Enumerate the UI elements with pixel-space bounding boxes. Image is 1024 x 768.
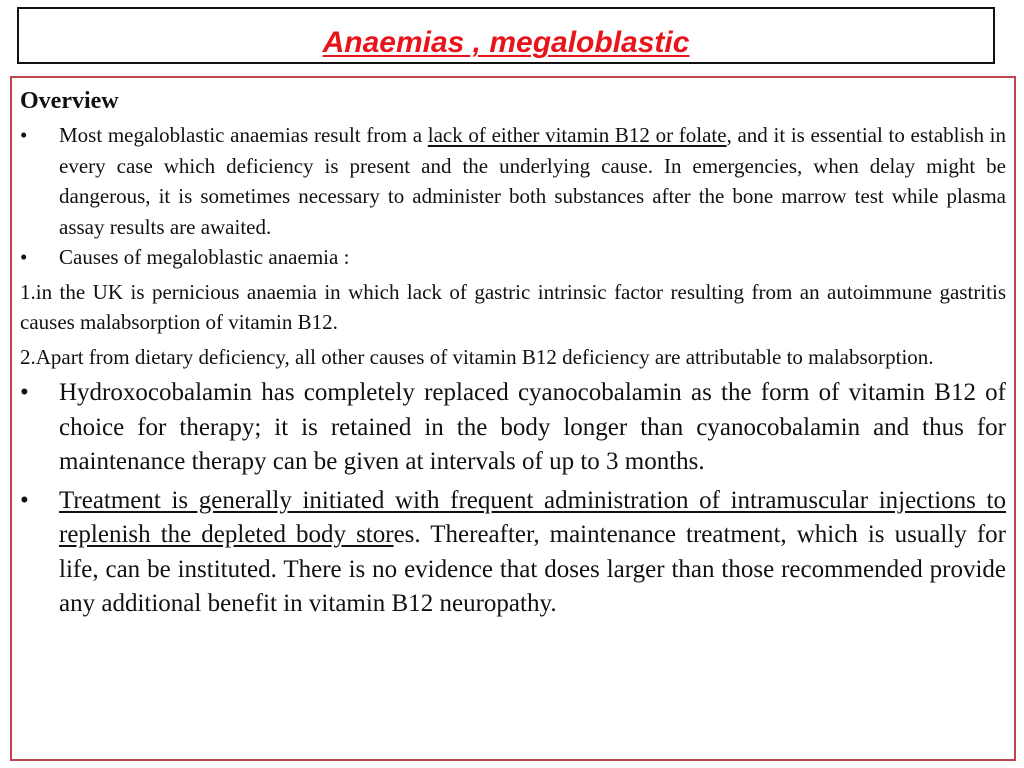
bullet-treatment — [20, 484, 1006, 622]
content-box — [10, 76, 1016, 761]
bullet-treatment-text-end: es. Thereafter, maintenance treatment, which is usually for life, can be instituted. There is no evidence that doses larger than those recommended provide any additional benefit in vitamin B12 neuropathy. — [59, 521, 1006, 617]
bullet-dot: • — [20, 486, 29, 514]
bullet-causes — [20, 242, 1006, 273]
bullet-deficiency-underlined: lack of either vitamin B12 or folate — [427, 123, 727, 147]
bullet-deficiency-text-end: , and it is essential to establish in every case which deficiency is present and the underlying cause. In emergencies, when delay might be dangerous, it is sometimes necessary to administer both substances after the bone marrow test while plasma assay results are awaited. — [59, 123, 1006, 239]
bullet-causes-text: Causes of megaloblastic anaemia : — [59, 245, 350, 269]
overview-heading: Overview — [20, 88, 119, 114]
bullet-hydroxocobalamin-text: Hydroxocobalamin has completely replaced cyanocobalamin as the form of vitamin B12 of choice for therapy; it is retained in the body longer than cyanocobalamin and thus for maintenance therapy can be given at intervals of up to 3 months. — [59, 379, 1006, 475]
bullet-dot: • — [20, 245, 28, 269]
bullet-dot: • — [20, 379, 29, 406]
bullet-deficiency-text-start: Most megaloblastic anaemias result from a — [59, 123, 428, 147]
bullet-hydroxocobalamin — [20, 376, 1006, 480]
bullet-dot: • — [20, 123, 28, 147]
title-box — [17, 7, 995, 64]
slide-title: Anaemias , megaloblastic — [322, 26, 690, 59]
bullet-treatment-underlined: Treatment is generally initiated with frequent administration of intramuscular injections to replenish the depleted body stor — [59, 486, 1006, 548]
bullet-deficiency — [20, 120, 1006, 242]
cause-item-1: 1.in the UK is pernicious anaemia in which lack of gastric intrinsic factor resulting from an autoimmune gastritis causes malabsorption of vitamin B12. — [20, 279, 1006, 334]
cause-item-2: 2.Apart from dietary deficiency, all other causes of vitamin B12 deficiency are attributable to malabsorption. — [20, 344, 934, 369]
